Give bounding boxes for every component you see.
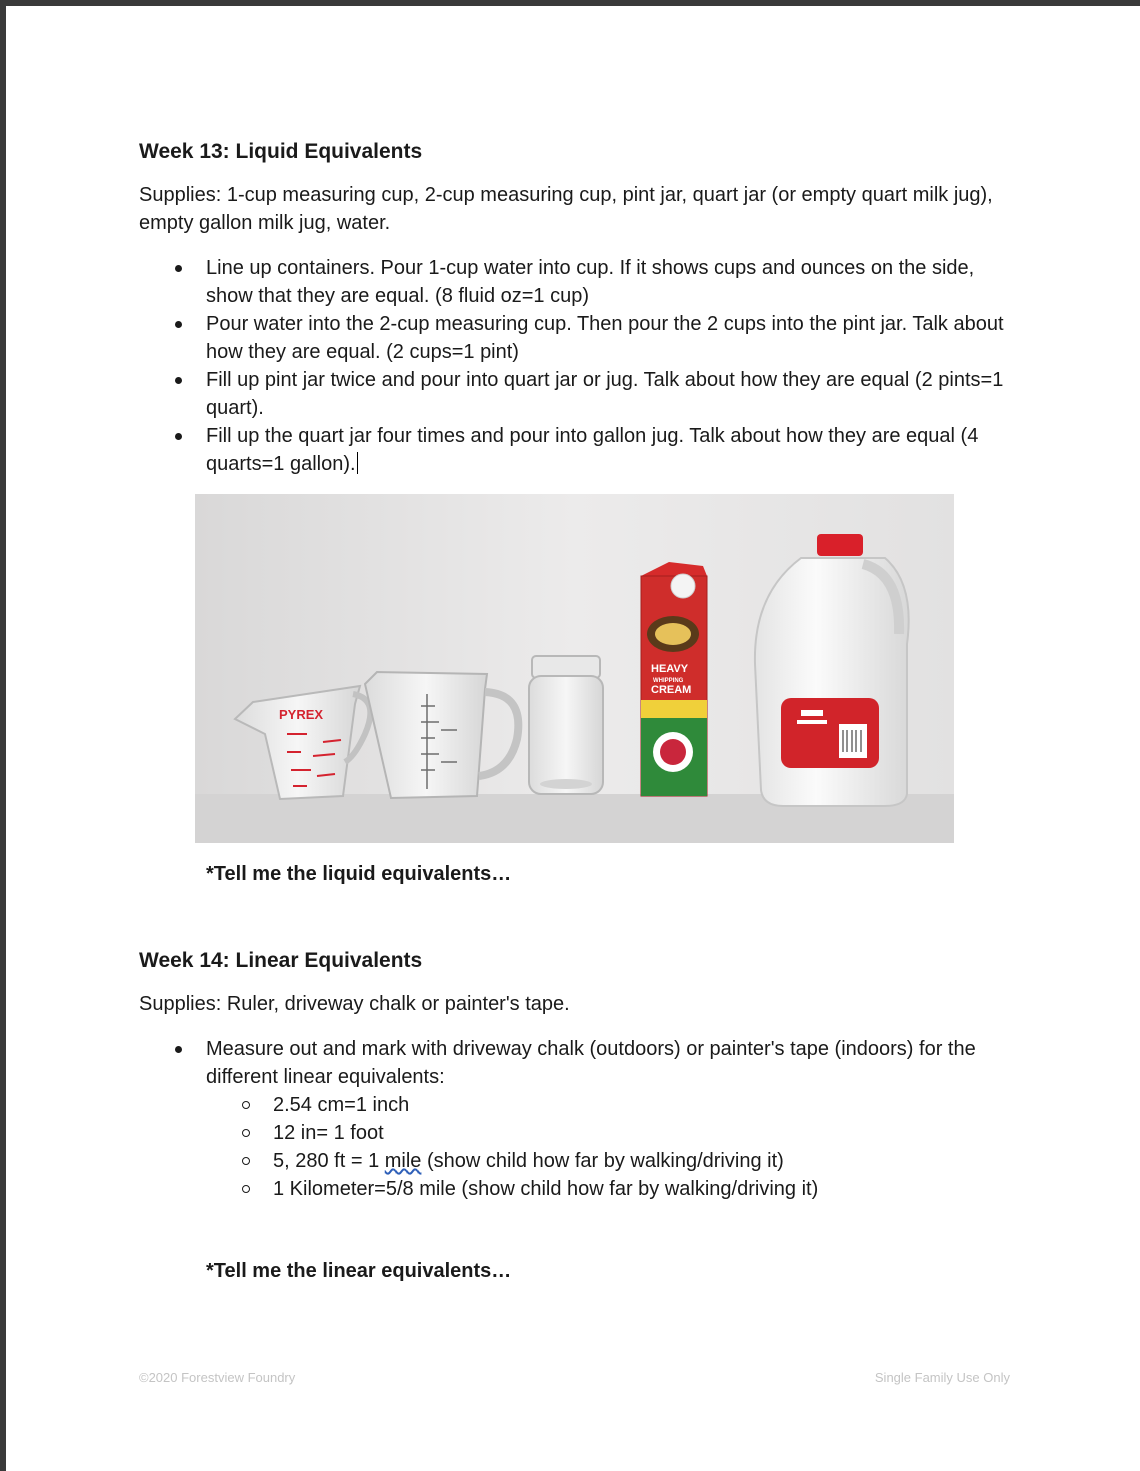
list-item-text-after: (show child how far by walking/driving it) [421,1150,784,1172]
list-item [139,422,1009,478]
spellcheck-underlined-word: mile [384,1150,422,1172]
week13-heading: Week 13: Liquid Equivalents [139,140,423,163]
list-item: Line up containers. Pour 1-cup water into cup. If it shows cups and ounces on the side, show that they are equal. (8 fluid oz=1 cup) [139,254,1009,310]
pint-jar [529,656,603,794]
containers-photo [195,494,954,843]
week14-heading: Week 14: Linear Equivalents [139,949,423,972]
measuring-cup-brand-label: PYREX [279,707,324,722]
list-item-text: Measure out and mark with driveway chalk (outdoors) or painter's tape (indoors) for the different linear equivalents: [206,1038,976,1088]
list-item: 1 Kilometer=5/8 mile (show child how far by walking/driving it) [206,1175,1009,1203]
footer-usage-note: Single Family Use Only [874,1370,1010,1385]
page-frame-left-border [0,0,6,1471]
week14-prompt: *Tell me the linear equivalents… [206,1260,512,1282]
week14-supplies: Supplies: Ruler, driveway chalk or painter's tape. [139,993,570,1015]
carton-text-cream: CREAM [651,684,692,696]
week13-bullet-list [139,254,1009,478]
list-item [206,1147,1009,1175]
list-item: Fill up pint jar twice and pour into quart jar or jug. Talk about how they are equal (2 pints=1 quart). [139,366,1009,422]
week14-bullet-list [139,1035,1009,1203]
list-item: Pour water into the 2-cup measuring cup. Then pour the 2 cups into the pint jar. Talk about how they are equal. (2 cups=1 pint) [139,310,1009,366]
list-item: 2.54 cm=1 inch [206,1091,1009,1119]
cream-carton [641,562,707,796]
carton-text-heavy: HEAVY [651,663,689,675]
week13-prompt: *Tell me the liquid equivalents… [206,863,512,885]
list-item: 12 in= 1 foot [206,1119,1009,1147]
footer-copyright: ©2020 Forestview Foundry [139,1370,296,1385]
page-frame-top-border [0,0,1140,6]
list-item [139,1035,1009,1203]
list-item-text-before: 5, 280 ft = 1 [273,1150,385,1172]
carton-text-whipping: WHIPPING [653,678,684,684]
week13-supplies: Supplies: 1-cup measuring cup, 2-cup measuring cup, pint jar, quart jar (or empty quart milk jug), empty gallon milk jug, water. [139,184,993,234]
linear-equivalents-sublist [206,1091,1009,1203]
text-cursor [357,452,358,474]
list-item-text: Fill up the quart jar four times and pour into gallon jug. Talk about how they are equal (4 quarts=1 gallon). [206,425,979,475]
